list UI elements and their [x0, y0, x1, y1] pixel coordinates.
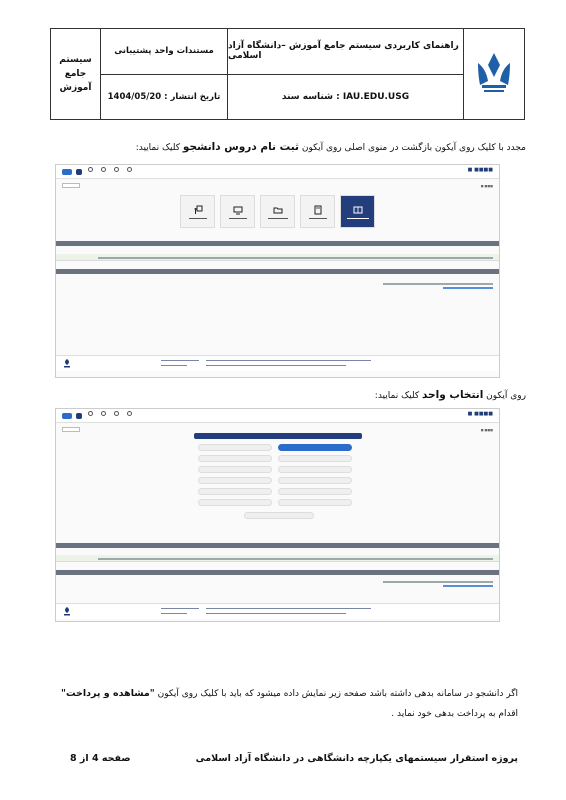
instruction-1-after: کلیک نمایید: [135, 143, 183, 153]
menu-item-12[interactable] [198, 499, 272, 506]
publish-date: تاریخ انتشار : 1404/05/20 [101, 74, 227, 120]
topbar-button[interactable] [62, 169, 72, 175]
title-cell [228, 29, 464, 119]
university-logo [464, 29, 524, 119]
instruction-2-before: روی آیکون [483, 391, 526, 401]
notices-bar [56, 269, 499, 274]
system-line-3: آموزش [59, 83, 92, 93]
back-dropdown[interactable] [62, 183, 80, 188]
menu-item-7[interactable] [278, 477, 352, 484]
instruction-2 [375, 389, 526, 401]
tile-education-file[interactable] [260, 195, 295, 228]
menu-item-2[interactable] [198, 444, 272, 451]
breadcrumb: ■ ■■■ [480, 184, 493, 188]
topbar-button-4[interactable] [76, 413, 82, 419]
screenshot-main-menu [55, 164, 500, 378]
calculator-icon [313, 205, 323, 215]
notice-link[interactable] [443, 287, 493, 289]
footer-logo-icon [62, 358, 72, 369]
topbar-button-2[interactable] [76, 169, 82, 175]
debt-instruction-before: اگر دانشجو در سامانه بدهی داشته باشد صفحه زیر نمایش داده میشود که باید با کلیک روی آیکون [154, 689, 518, 699]
notice-text [383, 283, 493, 285]
settings-icon-2[interactable] [99, 411, 108, 419]
guide-title: راهنمای کاربردی سیستم جامع آموزش –دانشگاه آزاد اسلامی [228, 41, 459, 62]
open-book-icon [353, 205, 363, 215]
app-brand: ■ ■■■■ [467, 167, 493, 173]
system-line-2: جامع [64, 69, 87, 79]
menu-course-selection[interactable] [278, 444, 352, 451]
app-brand-2: ■ ■■■■ [467, 411, 493, 417]
topbar-icons-2 [62, 411, 134, 419]
settings-icon[interactable] [99, 167, 108, 175]
menu-back-button[interactable] [244, 512, 314, 519]
messages-icon[interactable] [125, 167, 134, 175]
folder-icon [273, 205, 283, 215]
app-topbar [56, 165, 499, 179]
unit-docs-label: مستندات واحد پشتیبانی [114, 46, 214, 57]
document-id: شناسه سند : IAU.EDU.USG [228, 74, 463, 120]
main-menu-tiles [56, 195, 499, 228]
instruction-2-bold: انتخاب واحد [421, 389, 484, 401]
registration-menu-header [194, 433, 362, 439]
menu-item-4[interactable] [198, 455, 272, 462]
topbar-button-3[interactable] [62, 413, 72, 419]
meta-cell [101, 29, 228, 119]
menu-item-11[interactable] [278, 499, 352, 506]
menu-item-8[interactable] [198, 477, 272, 484]
page-number: صفحه 4 از 8 [70, 753, 131, 764]
instruction-1-bold: ثبت نام دروس دانشجو [182, 141, 299, 153]
topbar-icons [62, 167, 134, 175]
exit-icon[interactable] [86, 167, 95, 175]
help-icon-2[interactable] [112, 411, 121, 419]
system-name-cell [51, 29, 101, 119]
help-icon[interactable] [112, 167, 121, 175]
instruction-2-after: کلیک نمایید: [374, 391, 422, 401]
page-footer [70, 753, 518, 764]
app-topbar-2 [56, 409, 499, 423]
debt-instruction-after: اقدام به پرداخت بدهی خود نماید . [391, 709, 518, 719]
messages-icon-2[interactable] [125, 411, 134, 419]
debt-instruction-bold: "مشاهده و پرداخت" [61, 688, 155, 699]
menu-item-3[interactable] [278, 455, 352, 462]
tile-financial[interactable] [300, 195, 335, 228]
instruction-1-before: مجدد با کلیک روی آیکون بازگشت در منوی اصلی روی آیکون [298, 143, 526, 153]
menu-item-5[interactable] [278, 466, 352, 473]
instruction-1 [136, 141, 526, 153]
notices-bar-2 [56, 570, 499, 575]
breadcrumb-2: ■ ■■■ [480, 428, 493, 432]
screenshot-registration-menu [55, 408, 500, 622]
debt-instruction [53, 684, 518, 724]
exit-icon-2[interactable] [86, 411, 95, 419]
announcements-bar-2 [56, 543, 499, 548]
menu-item-6[interactable] [198, 466, 272, 473]
app-footer [56, 355, 499, 371]
presenter-icon [193, 205, 203, 215]
university-logo-icon [474, 51, 514, 97]
notice-text-2 [383, 581, 493, 583]
chat-icon [233, 205, 243, 215]
tile-teacher-evaluation[interactable] [180, 195, 215, 228]
announcement-row [56, 254, 499, 261]
announcement-row-2 [56, 555, 499, 562]
menu-item-9[interactable] [278, 488, 352, 495]
document-header [50, 28, 525, 120]
announcements-bar [56, 241, 499, 246]
app-footer-2 [56, 603, 499, 619]
tile-requests[interactable] [220, 195, 255, 228]
registration-menu [194, 433, 362, 439]
project-name: پروژه استقرار سیستمهای یکپارچه دانشگاهی در دانشگاه آزاد اسلامی [195, 753, 518, 764]
menu-item-10[interactable] [198, 488, 272, 495]
system-line-1: سیستم [59, 55, 92, 65]
footer-logo-icon-2 [62, 606, 72, 617]
back-dropdown-2[interactable] [62, 427, 80, 432]
tile-student-course-registration[interactable] [340, 195, 375, 228]
notice-link-2[interactable] [443, 585, 493, 587]
